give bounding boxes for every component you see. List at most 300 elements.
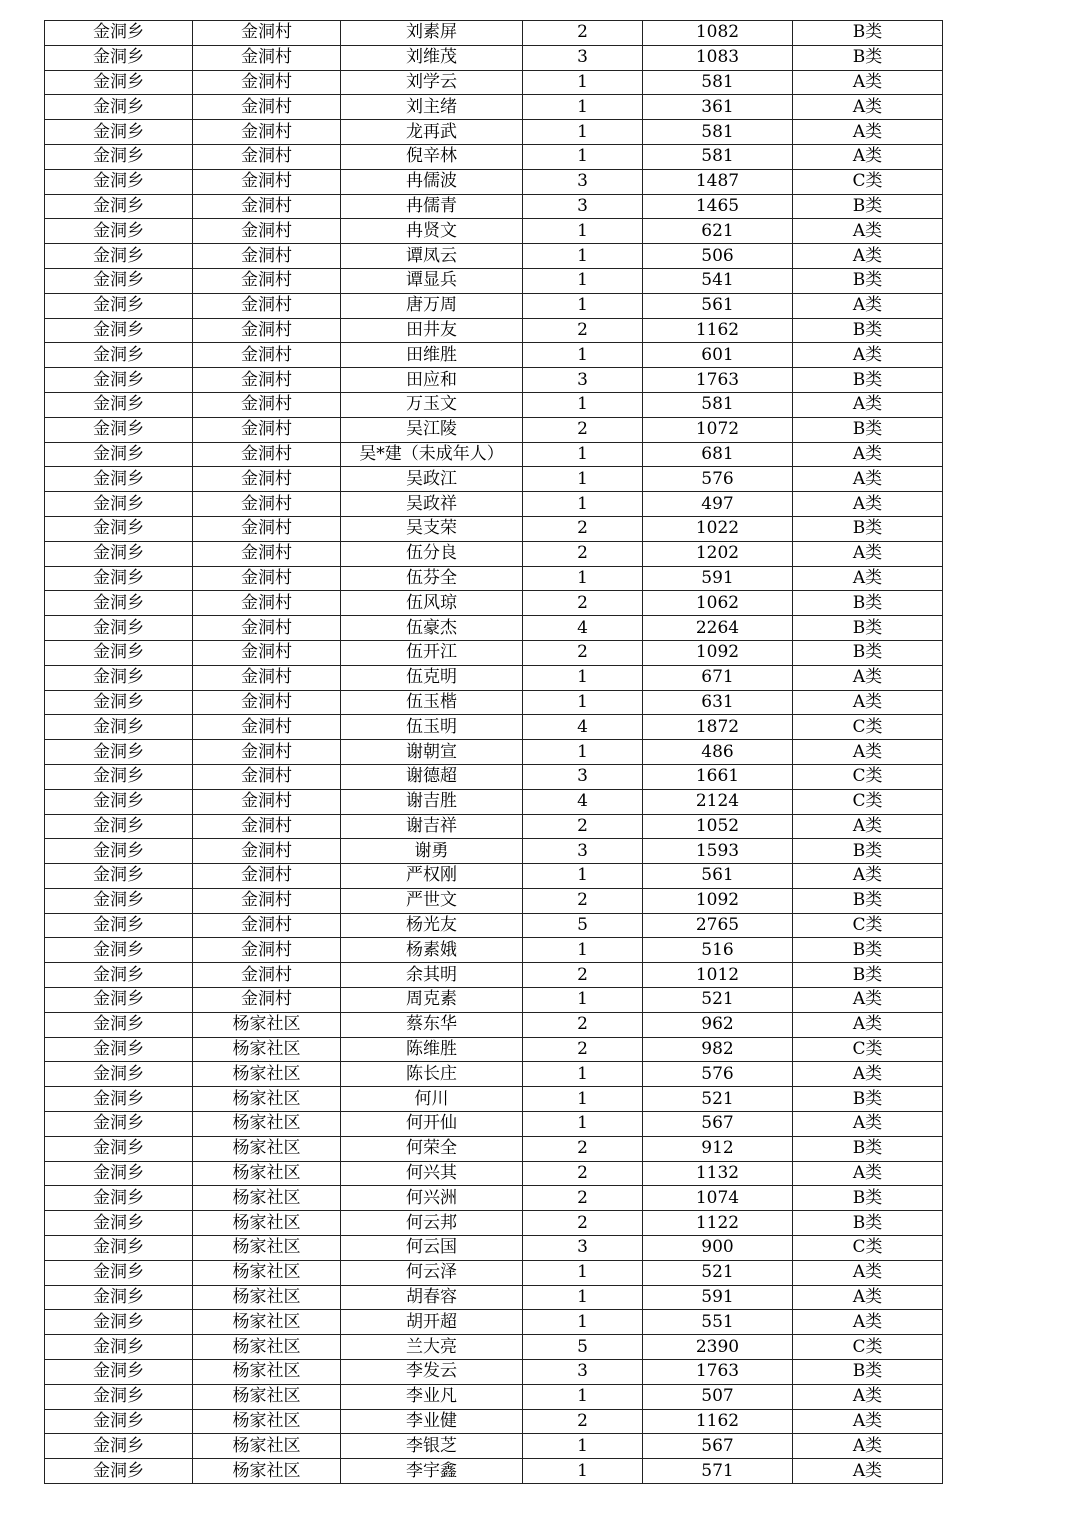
- township-cell: 金洞乡: [45, 690, 193, 715]
- amount-cell: 962: [643, 1012, 793, 1037]
- village-cell: 金洞村: [193, 640, 341, 665]
- table-row: [45, 1186, 943, 1211]
- household-size-cell: 1: [523, 740, 643, 765]
- township-cell: 金洞乡: [45, 839, 193, 864]
- name-cell: 田应和: [341, 368, 523, 393]
- table-row: [45, 516, 943, 541]
- category-cell: C类: [793, 1236, 943, 1261]
- table-row: [45, 616, 943, 641]
- household-size-cell: 1: [523, 864, 643, 889]
- amount-cell: 2390: [643, 1335, 793, 1360]
- category-cell: A类: [793, 442, 943, 467]
- township-cell: 金洞乡: [45, 616, 193, 641]
- household-size-cell: 1: [523, 1260, 643, 1285]
- township-cell: 金洞乡: [45, 591, 193, 616]
- amount-cell: 1872: [643, 715, 793, 740]
- township-cell: 金洞乡: [45, 516, 193, 541]
- township-cell: 金洞乡: [45, 938, 193, 963]
- amount-cell: 576: [643, 467, 793, 492]
- table-row: [45, 839, 943, 864]
- village-cell: 金洞村: [193, 690, 341, 715]
- township-cell: 金洞乡: [45, 1112, 193, 1137]
- table-row: [45, 1384, 943, 1409]
- category-cell: B类: [793, 1360, 943, 1385]
- category-cell: B类: [793, 194, 943, 219]
- name-cell: 冉儒波: [341, 169, 523, 194]
- category-cell: B类: [793, 318, 943, 343]
- household-size-cell: 1: [523, 343, 643, 368]
- household-size-cell: 1: [523, 988, 643, 1013]
- table-row: [45, 1211, 943, 1236]
- table-row: [45, 541, 943, 566]
- table-row: [45, 1260, 943, 1285]
- table-body: [45, 21, 943, 1484]
- household-size-cell: 3: [523, 45, 643, 70]
- name-cell: 谢吉祥: [341, 814, 523, 839]
- village-cell: 杨家社区: [193, 1384, 341, 1409]
- table-row: [45, 1285, 943, 1310]
- table-row: [45, 70, 943, 95]
- village-cell: 杨家社区: [193, 1112, 341, 1137]
- name-cell: 吴江陵: [341, 417, 523, 442]
- category-cell: C类: [793, 913, 943, 938]
- name-cell: 伍芬全: [341, 566, 523, 591]
- township-cell: 金洞乡: [45, 467, 193, 492]
- amount-cell: 497: [643, 492, 793, 517]
- name-cell: 唐万周: [341, 293, 523, 318]
- household-size-cell: 2: [523, 1136, 643, 1161]
- amount-cell: 1074: [643, 1186, 793, 1211]
- amount-cell: 1062: [643, 591, 793, 616]
- amount-cell: 1763: [643, 368, 793, 393]
- amount-cell: 1763: [643, 1360, 793, 1385]
- village-cell: 金洞村: [193, 913, 341, 938]
- name-cell: 吴政江: [341, 467, 523, 492]
- table-row: [45, 45, 943, 70]
- village-cell: 金洞村: [193, 814, 341, 839]
- amount-cell: 900: [643, 1236, 793, 1261]
- name-cell: 冉贤文: [341, 219, 523, 244]
- name-cell: 伍玉楷: [341, 690, 523, 715]
- category-cell: A类: [793, 244, 943, 269]
- category-cell: A类: [793, 120, 943, 145]
- household-size-cell: 3: [523, 1360, 643, 1385]
- household-size-cell: 1: [523, 467, 643, 492]
- table-row: [45, 864, 943, 889]
- township-cell: 金洞乡: [45, 640, 193, 665]
- table-row: [45, 988, 943, 1013]
- village-cell: 杨家社区: [193, 1062, 341, 1087]
- village-cell: 杨家社区: [193, 1434, 341, 1459]
- name-cell: 谢勇: [341, 839, 523, 864]
- name-cell: 伍豪杰: [341, 616, 523, 641]
- table-row: [45, 1360, 943, 1385]
- name-cell: 倪辛林: [341, 144, 523, 169]
- household-size-cell: 1: [523, 938, 643, 963]
- township-cell: 金洞乡: [45, 492, 193, 517]
- category-cell: A类: [793, 70, 943, 95]
- township-cell: 金洞乡: [45, 70, 193, 95]
- category-cell: A类: [793, 665, 943, 690]
- amount-cell: 551: [643, 1310, 793, 1335]
- category-cell: A类: [793, 864, 943, 889]
- township-cell: 金洞乡: [45, 963, 193, 988]
- category-cell: A类: [793, 1112, 943, 1137]
- village-cell: 杨家社区: [193, 1087, 341, 1112]
- category-cell: A类: [793, 219, 943, 244]
- amount-cell: 621: [643, 219, 793, 244]
- village-cell: 金洞村: [193, 144, 341, 169]
- household-size-cell: 1: [523, 442, 643, 467]
- name-cell: 何兴其: [341, 1161, 523, 1186]
- name-cell: 何川: [341, 1087, 523, 1112]
- name-cell: 吴支荣: [341, 516, 523, 541]
- category-cell: B类: [793, 45, 943, 70]
- household-size-cell: 2: [523, 21, 643, 46]
- household-size-cell: 1: [523, 1112, 643, 1137]
- table-row: [45, 318, 943, 343]
- name-cell: 伍分良: [341, 541, 523, 566]
- township-cell: 金洞乡: [45, 268, 193, 293]
- township-cell: 金洞乡: [45, 814, 193, 839]
- township-cell: 金洞乡: [45, 1211, 193, 1236]
- household-size-cell: 1: [523, 690, 643, 715]
- name-cell: 李业凡: [341, 1384, 523, 1409]
- township-cell: 金洞乡: [45, 764, 193, 789]
- name-cell: 何云泽: [341, 1260, 523, 1285]
- table-row: [45, 740, 943, 765]
- amount-cell: 521: [643, 1260, 793, 1285]
- township-cell: 金洞乡: [45, 417, 193, 442]
- name-cell: 吴*建（未成年人）: [341, 442, 523, 467]
- household-size-cell: 3: [523, 1236, 643, 1261]
- household-size-cell: 2: [523, 1409, 643, 1434]
- table-row: [45, 1012, 943, 1037]
- household-size-cell: 1: [523, 665, 643, 690]
- table-row: [45, 566, 943, 591]
- township-cell: 金洞乡: [45, 1136, 193, 1161]
- table-row: [45, 244, 943, 269]
- village-cell: 杨家社区: [193, 1236, 341, 1261]
- household-size-cell: 1: [523, 492, 643, 517]
- amount-cell: 671: [643, 665, 793, 690]
- category-cell: B类: [793, 888, 943, 913]
- name-cell: 谢吉胜: [341, 789, 523, 814]
- village-cell: 金洞村: [193, 343, 341, 368]
- amount-cell: 1122: [643, 1211, 793, 1236]
- township-cell: 金洞乡: [45, 1434, 193, 1459]
- township-cell: 金洞乡: [45, 1360, 193, 1385]
- name-cell: 杨素娥: [341, 938, 523, 963]
- category-cell: A类: [793, 144, 943, 169]
- name-cell: 陈维胜: [341, 1037, 523, 1062]
- name-cell: 谢朝宣: [341, 740, 523, 765]
- name-cell: 李银芝: [341, 1434, 523, 1459]
- amount-cell: 601: [643, 343, 793, 368]
- township-cell: 金洞乡: [45, 244, 193, 269]
- amount-cell: 1092: [643, 888, 793, 913]
- amount-cell: 516: [643, 938, 793, 963]
- township-cell: 金洞乡: [45, 1236, 193, 1261]
- name-cell: 陈长庄: [341, 1062, 523, 1087]
- table-row: [45, 665, 943, 690]
- category-cell: B类: [793, 21, 943, 46]
- township-cell: 金洞乡: [45, 988, 193, 1013]
- category-cell: B类: [793, 1186, 943, 1211]
- township-cell: 金洞乡: [45, 888, 193, 913]
- amount-cell: 576: [643, 1062, 793, 1087]
- table-row: [45, 1112, 943, 1137]
- table-row: [45, 169, 943, 194]
- amount-cell: 561: [643, 293, 793, 318]
- table-row: [45, 392, 943, 417]
- category-cell: A类: [793, 740, 943, 765]
- township-cell: 金洞乡: [45, 1062, 193, 1087]
- category-cell: C类: [793, 169, 943, 194]
- village-cell: 杨家社区: [193, 1012, 341, 1037]
- amount-cell: 982: [643, 1037, 793, 1062]
- township-cell: 金洞乡: [45, 1459, 193, 1484]
- amount-cell: 2264: [643, 616, 793, 641]
- village-cell: 金洞村: [193, 715, 341, 740]
- household-size-cell: 3: [523, 764, 643, 789]
- name-cell: 何兴洲: [341, 1186, 523, 1211]
- township-cell: 金洞乡: [45, 95, 193, 120]
- amount-cell: 631: [643, 690, 793, 715]
- amount-cell: 581: [643, 120, 793, 145]
- township-cell: 金洞乡: [45, 864, 193, 889]
- name-cell: 何荣全: [341, 1136, 523, 1161]
- amount-cell: 1072: [643, 417, 793, 442]
- category-cell: B类: [793, 516, 943, 541]
- household-size-cell: 1: [523, 1310, 643, 1335]
- table-row: [45, 368, 943, 393]
- table-row: [45, 442, 943, 467]
- category-cell: B类: [793, 963, 943, 988]
- name-cell: 刘素屏: [341, 21, 523, 46]
- township-cell: 金洞乡: [45, 1161, 193, 1186]
- name-cell: 杨光友: [341, 913, 523, 938]
- village-cell: 杨家社区: [193, 1335, 341, 1360]
- table-row: [45, 492, 943, 517]
- household-size-cell: 2: [523, 318, 643, 343]
- household-size-cell: 1: [523, 268, 643, 293]
- name-cell: 吴政祥: [341, 492, 523, 517]
- household-size-cell: 1: [523, 219, 643, 244]
- amount-cell: 1202: [643, 541, 793, 566]
- village-cell: 杨家社区: [193, 1136, 341, 1161]
- amount-cell: 486: [643, 740, 793, 765]
- household-size-cell: 1: [523, 566, 643, 591]
- amount-cell: 541: [643, 268, 793, 293]
- category-cell: A类: [793, 1285, 943, 1310]
- name-cell: 冉儒青: [341, 194, 523, 219]
- township-cell: 金洞乡: [45, 1037, 193, 1062]
- household-size-cell: 1: [523, 95, 643, 120]
- village-cell: 金洞村: [193, 516, 341, 541]
- household-size-cell: 1: [523, 392, 643, 417]
- township-cell: 金洞乡: [45, 1384, 193, 1409]
- township-cell: 金洞乡: [45, 219, 193, 244]
- village-cell: 金洞村: [193, 764, 341, 789]
- category-cell: A类: [793, 1459, 943, 1484]
- category-cell: A类: [793, 541, 943, 566]
- name-cell: 胡春容: [341, 1285, 523, 1310]
- category-cell: A类: [793, 392, 943, 417]
- name-cell: 谢德超: [341, 764, 523, 789]
- name-cell: 蔡东华: [341, 1012, 523, 1037]
- township-cell: 金洞乡: [45, 144, 193, 169]
- amount-cell: 1487: [643, 169, 793, 194]
- table-row: [45, 591, 943, 616]
- household-size-cell: 1: [523, 70, 643, 95]
- name-cell: 刘学云: [341, 70, 523, 95]
- household-size-cell: 1: [523, 1459, 643, 1484]
- village-cell: 金洞村: [193, 566, 341, 591]
- category-cell: B类: [793, 616, 943, 641]
- category-cell: B类: [793, 1211, 943, 1236]
- name-cell: 余其明: [341, 963, 523, 988]
- village-cell: 金洞村: [193, 541, 341, 566]
- category-cell: A类: [793, 988, 943, 1013]
- village-cell: 金洞村: [193, 740, 341, 765]
- village-cell: 金洞村: [193, 442, 341, 467]
- table-row: [45, 343, 943, 368]
- household-size-cell: 3: [523, 194, 643, 219]
- village-cell: 杨家社区: [193, 1409, 341, 1434]
- household-size-cell: 2: [523, 640, 643, 665]
- household-size-cell: 1: [523, 1384, 643, 1409]
- village-cell: 金洞村: [193, 492, 341, 517]
- table-row: [45, 963, 943, 988]
- table-row: [45, 1087, 943, 1112]
- household-size-cell: 2: [523, 1037, 643, 1062]
- table-row: [45, 1409, 943, 1434]
- category-cell: A类: [793, 1384, 943, 1409]
- household-size-cell: 1: [523, 1285, 643, 1310]
- name-cell: 周克素: [341, 988, 523, 1013]
- household-size-cell: 2: [523, 814, 643, 839]
- table-row: [45, 640, 943, 665]
- amount-cell: 1132: [643, 1161, 793, 1186]
- table-row: [45, 938, 943, 963]
- village-cell: 金洞村: [193, 591, 341, 616]
- household-size-cell: 3: [523, 368, 643, 393]
- amount-cell: 1022: [643, 516, 793, 541]
- township-cell: 金洞乡: [45, 1260, 193, 1285]
- village-cell: 金洞村: [193, 888, 341, 913]
- amount-cell: 1162: [643, 1409, 793, 1434]
- amount-cell: 1052: [643, 814, 793, 839]
- village-cell: 杨家社区: [193, 1186, 341, 1211]
- amount-cell: 581: [643, 392, 793, 417]
- household-size-cell: 2: [523, 541, 643, 566]
- name-cell: 何云邦: [341, 1211, 523, 1236]
- household-size-cell: 4: [523, 616, 643, 641]
- table-row: [45, 888, 943, 913]
- table-row: [45, 1161, 943, 1186]
- household-size-cell: 1: [523, 1062, 643, 1087]
- table-row: [45, 293, 943, 318]
- household-size-cell: 5: [523, 913, 643, 938]
- household-size-cell: 2: [523, 1012, 643, 1037]
- amount-cell: 1661: [643, 764, 793, 789]
- township-cell: 金洞乡: [45, 169, 193, 194]
- table-row: [45, 789, 943, 814]
- amount-cell: 1465: [643, 194, 793, 219]
- household-size-cell: 2: [523, 1161, 643, 1186]
- village-cell: 金洞村: [193, 963, 341, 988]
- table-row: [45, 690, 943, 715]
- township-cell: 金洞乡: [45, 293, 193, 318]
- village-cell: 金洞村: [193, 70, 341, 95]
- township-cell: 金洞乡: [45, 21, 193, 46]
- name-cell: 谭显兵: [341, 268, 523, 293]
- category-cell: A类: [793, 1434, 943, 1459]
- category-cell: A类: [793, 1310, 943, 1335]
- category-cell: C类: [793, 715, 943, 740]
- name-cell: 严世文: [341, 888, 523, 913]
- category-cell: C类: [793, 1335, 943, 1360]
- township-cell: 金洞乡: [45, 566, 193, 591]
- village-cell: 杨家社区: [193, 1260, 341, 1285]
- village-cell: 金洞村: [193, 318, 341, 343]
- name-cell: 兰大亮: [341, 1335, 523, 1360]
- amount-cell: 581: [643, 70, 793, 95]
- name-cell: 李宇鑫: [341, 1459, 523, 1484]
- table-row: [45, 21, 943, 46]
- category-cell: B类: [793, 938, 943, 963]
- category-cell: B类: [793, 417, 943, 442]
- village-cell: 金洞村: [193, 789, 341, 814]
- household-size-cell: 2: [523, 963, 643, 988]
- household-size-cell: 2: [523, 1211, 643, 1236]
- village-cell: 金洞村: [193, 467, 341, 492]
- category-cell: A类: [793, 1062, 943, 1087]
- name-cell: 伍风琼: [341, 591, 523, 616]
- name-cell: 严权刚: [341, 864, 523, 889]
- township-cell: 金洞乡: [45, 45, 193, 70]
- table-row: [45, 764, 943, 789]
- township-cell: 金洞乡: [45, 1087, 193, 1112]
- category-cell: A类: [793, 1012, 943, 1037]
- amount-cell: 1162: [643, 318, 793, 343]
- village-cell: 金洞村: [193, 938, 341, 963]
- category-cell: A类: [793, 1409, 943, 1434]
- category-cell: A类: [793, 492, 943, 517]
- village-cell: 金洞村: [193, 839, 341, 864]
- village-cell: 金洞村: [193, 21, 341, 46]
- table-row: [45, 467, 943, 492]
- village-cell: 金洞村: [193, 368, 341, 393]
- category-cell: A类: [793, 1161, 943, 1186]
- household-size-cell: 2: [523, 888, 643, 913]
- category-cell: C类: [793, 1037, 943, 1062]
- name-cell: 胡开超: [341, 1310, 523, 1335]
- amount-cell: 567: [643, 1434, 793, 1459]
- table-row: [45, 1310, 943, 1335]
- township-cell: 金洞乡: [45, 442, 193, 467]
- name-cell: 李业健: [341, 1409, 523, 1434]
- village-cell: 金洞村: [193, 169, 341, 194]
- amount-cell: 561: [643, 864, 793, 889]
- amount-cell: 591: [643, 566, 793, 591]
- household-size-cell: 1: [523, 244, 643, 269]
- household-size-cell: 4: [523, 789, 643, 814]
- village-cell: 杨家社区: [193, 1037, 341, 1062]
- village-cell: 金洞村: [193, 194, 341, 219]
- township-cell: 金洞乡: [45, 1285, 193, 1310]
